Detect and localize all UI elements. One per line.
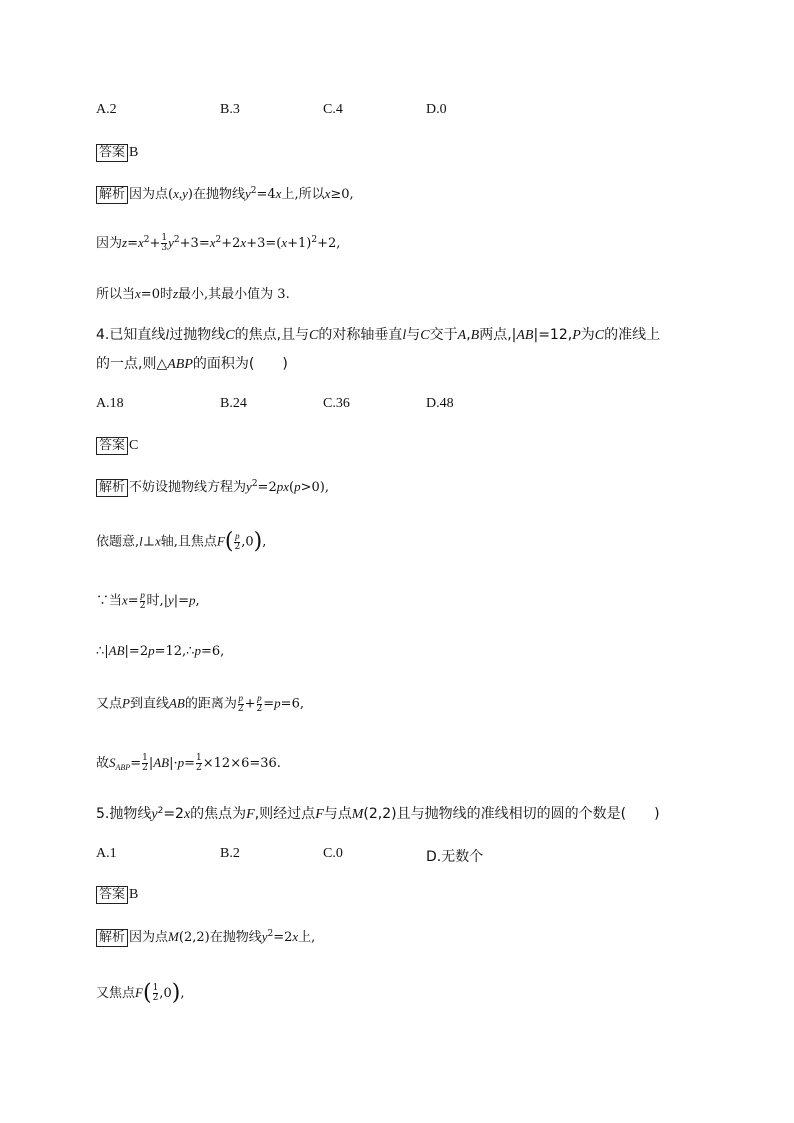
math-text: 最小,其最小值为 3.: [178, 287, 290, 302]
math-text: [238, 694, 244, 714]
math-text: y: [167, 592, 174, 608]
q3-option-b: B.3: [220, 102, 240, 117]
math-text: l: [139, 533, 143, 549]
math-text: ∵当: [96, 593, 123, 609]
math-text: AB: [516, 328, 534, 343]
math-text: p: [238, 693, 243, 703]
math-text: 时,|: [146, 593, 168, 609]
math-text: x: [281, 235, 288, 250]
q5-option-b: B.2: [220, 846, 240, 861]
math-text: (2,2)在抛物线: [178, 930, 262, 945]
q5-answer: [96, 886, 138, 904]
math-text: +2,: [317, 236, 341, 251]
math-text: 2: [250, 186, 257, 196]
math-text: ,: [241, 534, 246, 550]
math-text: =2: [257, 480, 277, 495]
math-text: +: [149, 236, 161, 251]
math-text: 的距离为: [184, 696, 237, 712]
math-text: P: [572, 328, 581, 343]
answer-value: B: [129, 887, 139, 902]
math-text: +3=: [179, 236, 210, 251]
math-text: [196, 754, 202, 773]
math-text: x: [324, 186, 331, 201]
math-text: AB: [168, 695, 185, 711]
math-text: 2: [267, 929, 274, 939]
math-text: x: [209, 235, 216, 250]
math-text: 2: [139, 601, 146, 611]
math-text: =0时: [140, 287, 173, 302]
q4-stem-line-1: [96, 326, 660, 345]
math-text: y: [261, 929, 268, 944]
math-text: ≥0,: [330, 187, 354, 202]
answer-value: B: [129, 145, 139, 160]
math-text: y: [168, 235, 174, 250]
q3-analysis-line-2: [96, 234, 340, 253]
math-text: M: [351, 807, 364, 822]
math-text: [153, 984, 159, 1003]
math-text: 所以当: [96, 287, 136, 302]
math-text: |=: [173, 593, 190, 609]
math-text: [142, 754, 148, 773]
math-text: ×12×6=36.: [202, 756, 281, 771]
math-text: 与点: [323, 806, 352, 822]
math-text: p: [194, 643, 201, 658]
q3-analysis-line-3: [96, 285, 290, 304]
math-text: |: [148, 756, 154, 771]
math-text: ,: [159, 986, 164, 1001]
math-text: x: [137, 235, 144, 250]
math-text: 0: [245, 534, 254, 550]
math-text: C: [594, 328, 605, 343]
math-text: 过抛物线: [169, 327, 226, 343]
math-text: >0),: [300, 480, 329, 495]
math-text: 2: [196, 763, 202, 773]
math-text: x: [292, 929, 299, 944]
answer-tag: 答案: [96, 437, 128, 455]
math-text: p: [294, 479, 301, 494]
math-text: [116, 763, 131, 772]
math-text: [140, 591, 146, 611]
math-text: [257, 694, 263, 714]
math-text: F: [246, 807, 255, 822]
math-text: 依题意,: [96, 534, 140, 550]
math-text: y: [246, 479, 252, 494]
math-text: 1: [142, 753, 148, 763]
math-text: 2: [173, 235, 180, 245]
math-text: ,则经过点: [254, 806, 316, 822]
math-text: p: [257, 693, 262, 703]
math-text: 2: [311, 235, 318, 245]
math-text: =6,: [280, 696, 304, 712]
math-text: 因为点(: [129, 187, 174, 202]
math-text: =: [127, 593, 139, 609]
math-text: P: [122, 695, 130, 711]
math-text: 2: [237, 704, 244, 714]
math-text: y: [244, 186, 251, 201]
math-text: [234, 532, 240, 552]
math-text: =: [184, 756, 196, 771]
math-text: =2: [273, 930, 293, 945]
math-text: 的对称轴垂直: [318, 327, 403, 343]
q5-stem: [96, 805, 660, 824]
q4-option-b: B.24: [220, 396, 247, 411]
q4-analysis-line-6: [96, 754, 281, 773]
math-text: F: [216, 533, 225, 549]
math-text: 故: [96, 756, 110, 771]
math-text: ,: [466, 327, 471, 343]
math-text: 上,: [298, 930, 316, 945]
answer-tag: 答案: [96, 886, 128, 904]
math-text: +1): [287, 236, 312, 251]
math-text: p: [148, 643, 155, 658]
math-text: 又焦点: [96, 986, 136, 1001]
q4-analysis-line-3: [96, 591, 200, 611]
math-text: ,: [195, 593, 200, 609]
math-text: z: [172, 286, 179, 301]
math-text: =2: [163, 806, 184, 822]
q4-answer: [96, 437, 138, 455]
math-text: =: [130, 756, 142, 771]
math-text: B: [470, 328, 480, 343]
math-text: C: [420, 328, 430, 343]
fraction: [161, 234, 167, 253]
math-text: +: [244, 696, 256, 712]
math-text: 2: [234, 542, 241, 552]
math-text: x: [122, 592, 128, 608]
math-text: 交于: [429, 327, 458, 343]
q4-analysis-line-5: [96, 694, 304, 714]
math-text: z: [122, 235, 128, 250]
math-text: 因为点: [129, 930, 169, 945]
math-text: C: [309, 328, 319, 343]
q5-option-a: A.1: [96, 846, 117, 861]
math-text: 两点,|: [479, 327, 517, 343]
math-text: 的面积为( ): [192, 356, 288, 372]
math-text: p: [276, 479, 284, 494]
math-text: M: [168, 929, 179, 944]
math-text: 的准线上: [604, 327, 661, 343]
math-text: )在抛物线: [187, 187, 245, 202]
q3-option-c: C.4: [323, 102, 343, 117]
math-text: p: [140, 590, 145, 600]
q3-option-a: A.2: [96, 102, 117, 117]
q5-option-d: D.无数个: [426, 849, 484, 865]
math-text: 2: [142, 763, 148, 773]
math-text: 的焦点,且与: [234, 327, 310, 343]
math-text: 2: [143, 235, 150, 245]
math-text: |=12,: [533, 327, 573, 343]
q3-answer: [96, 144, 138, 162]
math-text: =6,: [200, 644, 225, 659]
math-text: 上,所以: [281, 187, 325, 202]
math-text: x: [155, 533, 161, 549]
math-text: x,y: [173, 186, 188, 201]
q5-option-c: C.0: [323, 846, 343, 861]
math-text: 1: [152, 983, 159, 993]
math-text: =12,∴: [154, 644, 195, 659]
math-text: F: [135, 985, 143, 1000]
analysis-tag: 解析: [96, 479, 128, 497]
math-text: 又点: [96, 696, 123, 712]
analysis-tag: 解析: [96, 186, 128, 204]
q4-analysis-line-1: [96, 478, 329, 497]
math-text: (: [224, 529, 234, 554]
math-text: ∴|: [96, 644, 109, 659]
math-text: 的一点,则△: [96, 356, 168, 372]
math-text: ⊥: [142, 534, 155, 550]
math-text: x: [183, 807, 191, 822]
q4-option-c: C.36: [323, 396, 350, 411]
math-text: =: [263, 696, 275, 712]
q4-stem-line-2: [96, 355, 288, 374]
q4-analysis-line-4: [96, 642, 224, 661]
math-text: 4.已知直线: [96, 327, 166, 343]
math-text: p: [177, 755, 185, 770]
math-text: 到直线: [129, 696, 169, 712]
q5-analysis-line-2: [96, 980, 185, 1006]
math-text: A: [457, 328, 467, 343]
q4-option-d: D.48: [426, 396, 454, 411]
math-text: =4: [256, 187, 276, 202]
math-text: ): [253, 529, 263, 554]
math-text: 5.抛物线: [96, 806, 152, 822]
math-text: +2: [221, 236, 241, 251]
math-text: 2: [251, 479, 258, 489]
math-text: y: [151, 807, 158, 822]
math-text: (: [289, 480, 295, 495]
math-text: 0: [163, 986, 172, 1001]
math-text: 轴,且焦点: [160, 534, 217, 550]
q4-analysis-line-2: [96, 529, 267, 554]
q4-option-a: A.18: [96, 396, 124, 411]
q3-option-d: D.0: [426, 102, 447, 117]
math-text: |=2: [124, 644, 149, 659]
math-text: x: [283, 479, 289, 494]
math-text: x: [275, 186, 282, 201]
math-text: |·: [169, 756, 178, 771]
math-text: 2: [215, 235, 222, 245]
math-text: 不妨设抛物线方程为: [129, 480, 247, 495]
math-text: +3=(: [246, 236, 282, 251]
math-text: x: [240, 235, 247, 250]
math-text: 2: [157, 806, 164, 816]
math-text: l: [165, 328, 170, 343]
math-text: ABP: [167, 357, 193, 372]
math-text: AB: [108, 643, 125, 658]
math-text: (: [142, 980, 152, 1006]
math-text: =: [127, 236, 138, 251]
math-text: p: [189, 592, 196, 608]
math-text: 2: [256, 704, 263, 714]
analysis-tag: 解析: [96, 929, 128, 947]
math-text: 1: [161, 233, 168, 243]
math-text: ,: [180, 986, 185, 1001]
q3-analysis-line-1: [96, 185, 354, 204]
math-text: l: [402, 328, 407, 343]
math-text: S: [109, 755, 116, 770]
math-text: C: [225, 328, 235, 343]
math-text: 因为: [96, 236, 123, 251]
math-text: (2,2)且与抛物线的准线相切的圆的个数是( ): [363, 806, 660, 822]
math-text: ABP: [115, 763, 131, 772]
math-text: p: [274, 695, 281, 711]
math-text: 1: [196, 753, 202, 763]
math-text: AB: [153, 755, 170, 770]
answer-tag: 答案: [96, 144, 128, 162]
math-text: 为: [580, 327, 595, 343]
math-text: ): [171, 980, 181, 1006]
math-text: 2: [152, 993, 159, 1003]
math-text: F: [315, 807, 324, 822]
math-text: 3: [161, 243, 168, 253]
answer-value: C: [129, 438, 139, 453]
q5-analysis-line-1: [96, 928, 315, 947]
math-text: p: [235, 531, 240, 541]
math-text: 与: [406, 327, 421, 343]
math-text: 的焦点为: [190, 806, 247, 822]
math-text: ,: [262, 534, 267, 550]
math-text: x: [135, 286, 141, 301]
